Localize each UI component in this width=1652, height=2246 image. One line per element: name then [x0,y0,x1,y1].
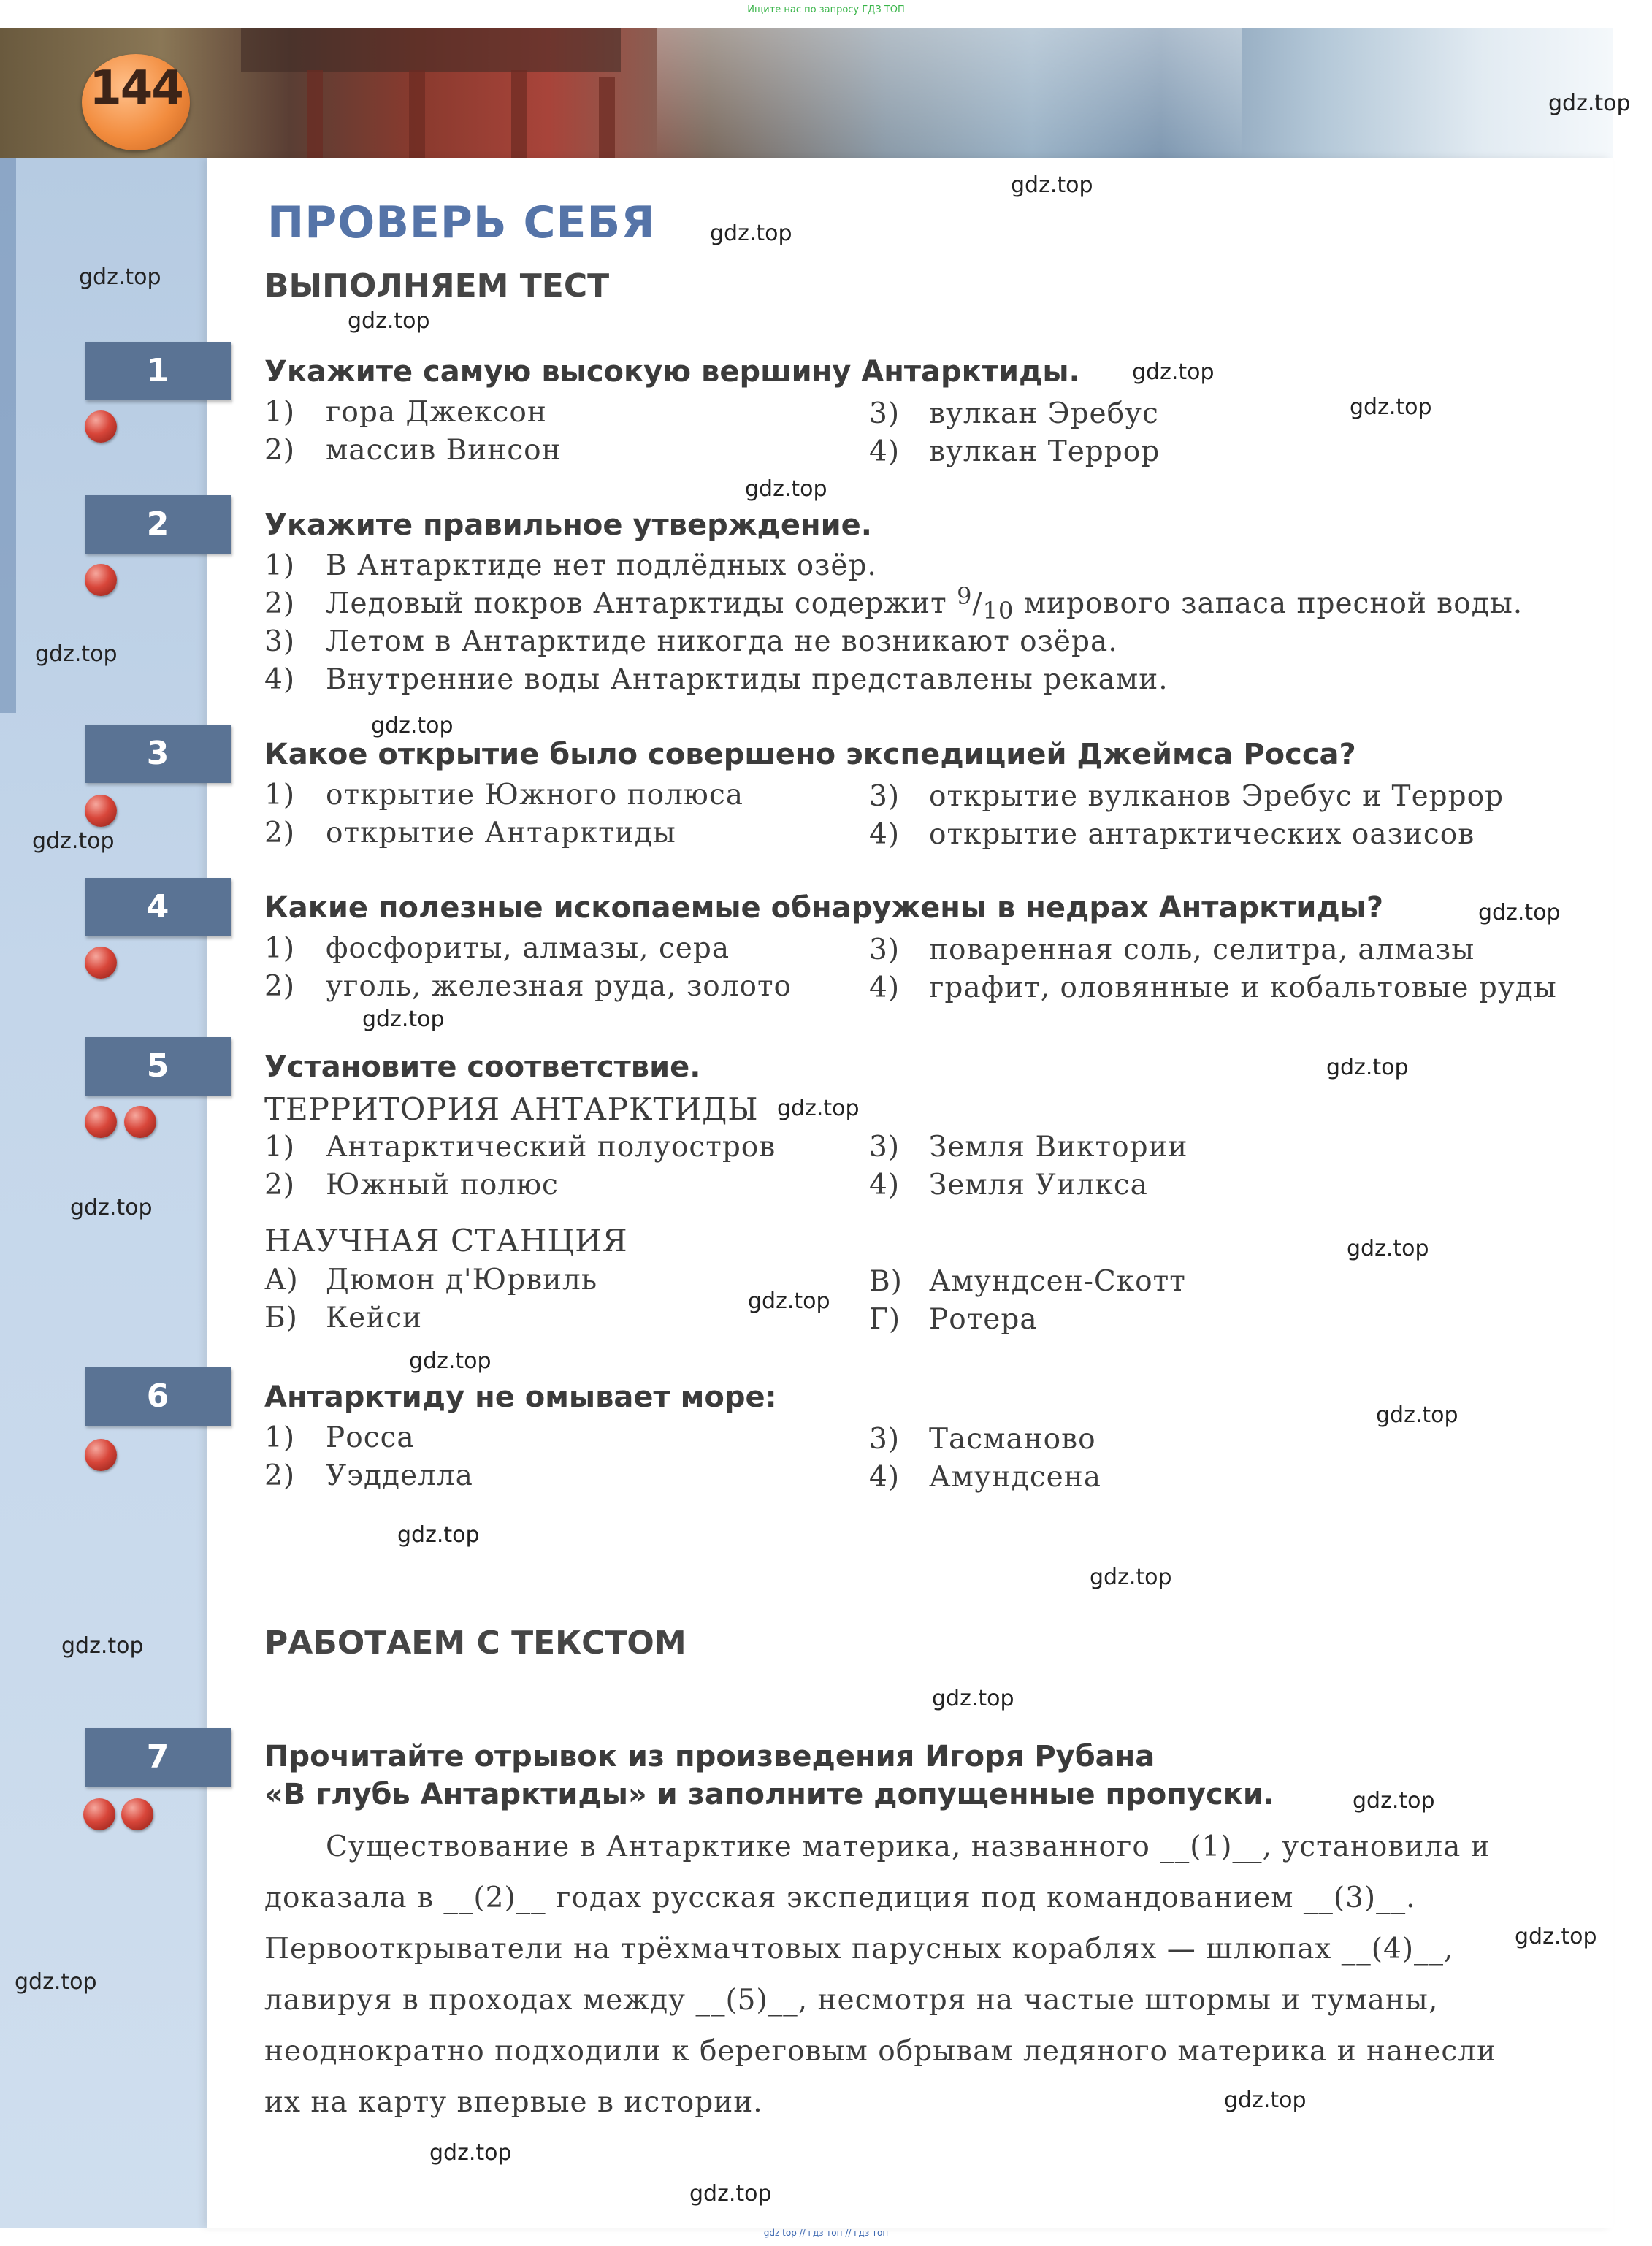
passage-line: неоднократно подходили к береговым обрывам ледяного материка и нанесли [264,2035,1496,2068]
difficulty-ball-icon [85,947,117,979]
station-b-text: Кейси [326,1302,423,1334]
option-3-text: вулкан Эребус [929,397,1159,430]
option-4-text: Земля Уилкса [929,1169,1148,1202]
option-2-number: 2) [264,817,296,849]
watermark: gdz.top [1376,1402,1458,1428]
watermark: gdz.top [1353,1788,1435,1814]
territory-heading: ТЕРРИТОРИЯ АНТАРКТИДЫ [264,1091,759,1127]
question-number-tab: 6 [85,1367,231,1426]
option-1-text: Антарктический полуостров [326,1131,776,1164]
option-2-text-end: мирового запаса пресной воды. [1023,587,1523,620]
station-heading: НАУЧНАЯ СТАНЦИЯ [264,1223,628,1258]
question-7-text-line2: «В глубь Антарктиды» и заполните допущенные пропуски. [264,1778,1275,1811]
watermark: gdz.top [371,713,454,738]
section-heading-test: ВЫПОЛНЯЕМ ТЕСТ [264,267,610,305]
option-1-number: 1) [264,396,296,429]
fraction: $^9/_{10}$ [957,582,1014,624]
watermark: gdz.top [1090,1565,1172,1590]
question-6-text: Антарктиду не омывает море: [264,1380,777,1414]
watermark: gdz.top [1548,91,1631,116]
station-g-text: Ротера [929,1303,1038,1336]
left-edge-strip [0,158,16,713]
option-3-number: 3) [869,1423,900,1456]
question-number-tab: 2 [85,495,231,554]
watermark: gdz.top [748,1288,830,1314]
option-4-text: открытие антарктических оазисов [929,818,1475,851]
question-number-tab: 4 [85,878,231,936]
passage-line: Существование в Антарктике материка, названного __(1)__, установила и [326,1830,1491,1863]
option-4-text: вулкан Террор [929,435,1160,468]
watermark: gdz.top [1478,900,1561,925]
option-4-number: 4) [869,818,900,851]
top-notice: Ищите нас по запросу ГДЗ ТОП [747,4,905,15]
option-2-number: 2) [264,1459,296,1492]
option-3-number: 3) [869,397,900,430]
option-4-number: 4) [264,663,296,696]
option-2-text: открытие Антарктиды [326,817,676,849]
option-1-number: 1) [264,932,296,965]
option-3-text: Тасманово [929,1423,1096,1456]
option-3-text: Земля Виктории [929,1131,1188,1164]
option-3-number: 3) [869,933,900,966]
option-4-text: Внутренние воды Антарктиды представлены реками. [326,663,1169,696]
page-title: ПРОВЕРЬ СЕБЯ [267,197,656,248]
option-1-number: 1) [264,779,296,811]
station-g-letter: Г) [869,1303,901,1336]
option-1-text: гора Джексон [326,396,547,429]
watermark: gdz.top [1224,2088,1307,2113]
watermark: gdz.top [397,1522,480,1548]
station-a-text: Дюмон д'Юрвиль [326,1264,598,1296]
option-1-number: 1) [264,1131,296,1164]
option-3-number: 3) [264,625,296,658]
watermark: gdz.top [348,308,430,334]
watermark: gdz.top [32,828,115,854]
option-2-number: 2) [264,434,296,467]
difficulty-ball-icon [85,1106,117,1138]
option-3-number: 3) [869,780,900,813]
watermark: gdz.top [1132,359,1215,385]
page-number: 144 [89,61,183,115]
left-margin-band [0,158,207,2228]
watermark: gdz.top [777,1096,860,1121]
difficulty-ball-icon [85,564,117,596]
question-number-tab: 3 [85,725,231,783]
question-number-tab: 7 [85,1728,231,1787]
option-3-number: 3) [869,1131,900,1164]
difficulty-ball-icon [85,795,117,827]
watermark: gdz.top [362,1007,445,1032]
difficulty-ball-icon [124,1106,156,1138]
option-3-text: поваренная соль, селитра, алмазы [929,933,1475,966]
question-2-text: Укажите правильное утверждение. [264,508,872,542]
watermark: gdz.top [1347,1236,1429,1261]
option-4-number: 4) [869,1169,900,1202]
watermark: gdz.top [429,2140,512,2166]
option-1-text: Росса [326,1421,415,1454]
option-1-text: открытие Южного полюса [326,779,743,811]
watermark: gdz.top [932,1686,1014,1711]
question-number-tab: 1 [85,342,231,400]
option-2-text: Уэдделла [326,1459,473,1492]
passage-line: доказала в __(2)__ годах русская экспедиция под командованием __(3)__. [264,1882,1416,1914]
option-2-text-start: Ледовый покров Антарктиды содержит [326,587,947,620]
option-1-number: 1) [264,549,296,582]
bottom-notice: gdz top // гдз топ // гдз топ [763,2228,889,2238]
watermark: gdz.top [1350,394,1432,420]
option-3-text: открытие вулканов Эребус и Террор [929,780,1504,813]
option-4-number: 4) [869,971,900,1004]
option-1-text: фосфориты, алмазы, сера [326,932,730,965]
watermark: gdz.top [1326,1055,1409,1080]
difficulty-ball-icon [83,1798,115,1830]
option-4-number: 4) [869,435,900,468]
option-2-text: Южный полюс [326,1169,559,1202]
station-v-text: Амундсен-Скотт [929,1265,1186,1298]
option-3-text: Летом в Антарктиде никогда не возникают озёра. [326,625,1118,658]
watermark: gdz.top [15,1969,97,1995]
watermark: gdz.top [61,1633,144,1659]
watermark: gdz.top [710,221,792,246]
option-4-text: Амундсена [929,1461,1101,1494]
watermark: gdz.top [745,476,827,502]
watermark: gdz.top [79,264,161,290]
option-2-number: 2) [264,970,296,1003]
station-b-letter: Б) [264,1302,298,1334]
watermark: gdz.top [409,1348,492,1374]
difficulty-ball-icon [85,410,117,443]
option-2-text: уголь, железная руда, золото [326,970,792,1003]
question-1-text: Укажите самую высокую вершину Антарктиды. [264,355,1080,389]
watermark: gdz.top [35,641,118,667]
watermark: gdz.top [689,2181,772,2207]
passage-line: Первооткрыватели на трёхмачтовых парусных кораблях — шлюпах __(4)__, [264,1933,1454,1966]
question-4-text: Какие полезные ископаемые обнаружены в недрах Антарктиды? [264,891,1384,925]
section-heading-text: РАБОТАЕМ С ТЕКСТОМ [264,1624,687,1662]
header-photo-banner [0,28,1613,158]
option-4-number: 4) [869,1461,900,1494]
option-2-number: 2) [264,587,296,620]
option-2-number: 2) [264,1169,296,1202]
option-4-text: графит, оловянные и кобальтовые руды [929,971,1557,1004]
difficulty-ball-icon [85,1439,117,1471]
question-5-text: Установите соответствие. [264,1050,701,1084]
station-v-letter: В) [869,1265,903,1298]
passage-line: лавируя в проходах между __(5)__, несмотря на частые штормы и туманы, [264,1984,1439,2017]
passage-line: их на карту впервые в истории. [264,2086,763,2119]
difficulty-ball-icon [121,1798,153,1830]
option-1-number: 1) [264,1421,296,1454]
question-3-text: Какое открытие было совершено экспедицией Джеймса Росса? [264,738,1356,771]
option-2-text [326,582,1523,624]
option-2-text: массив Винсон [326,434,562,467]
station-a-letter: А) [264,1264,299,1296]
option-1-text: В Антарктиде нет подлёдных озёр. [326,549,877,582]
watermark: gdz.top [1011,172,1093,198]
question-number-tab: 5 [85,1037,231,1096]
watermark: gdz.top [1515,1924,1597,1949]
question-7-text-line1: Прочитайте отрывок из произведения Игоря Рубана [264,1740,1155,1773]
watermark: gdz.top [70,1195,153,1221]
